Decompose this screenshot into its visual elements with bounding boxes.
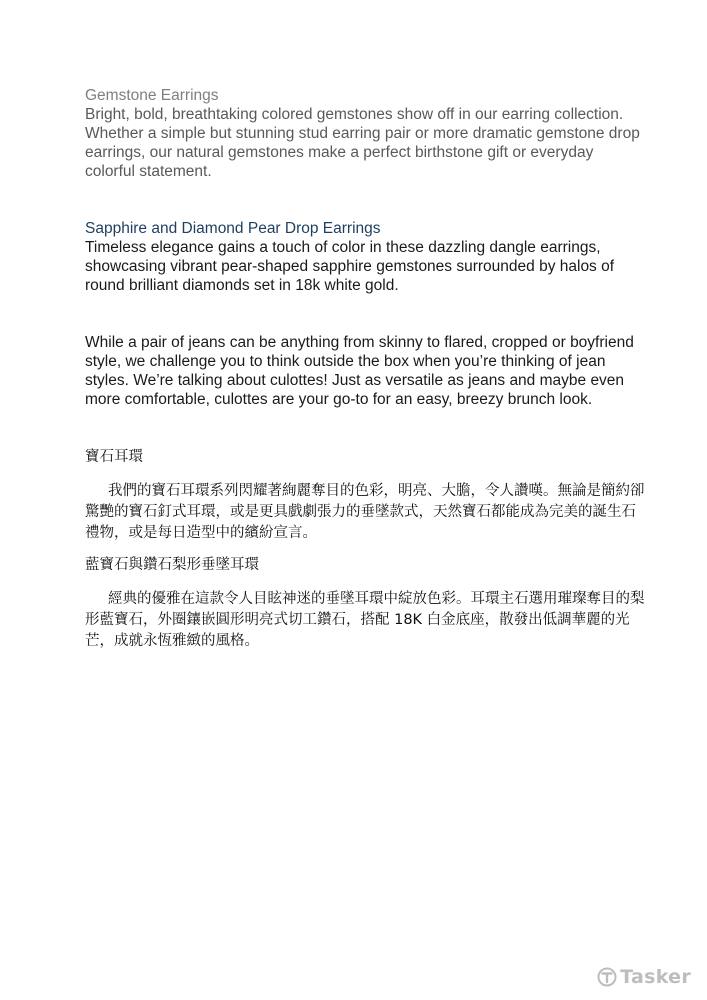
sapphire-earrings-body: Timeless elegance gains a touch of color in these dazzling dangle earrings, showcasing vibrant pear-shaped sapphire gemstones surrounded by halos of round brilliant diamonds set in 18k white gold. bbox=[85, 239, 615, 294]
section-culottes bbox=[85, 333, 645, 409]
tasker-watermark-text: Tasker bbox=[620, 966, 691, 988]
zh-gemstone-body: 我們的寶石耳環系列閃耀著絢麗奪目的色彩，明亮、大膽，令人讚嘆。無論是簡約卻驚艷的寶石釘式耳環，或是更具戲劇張力的垂墜款式，天然寶石都能成為完美的誕生石禮物，或是每日造型中的繽紛宣言。 bbox=[85, 483, 645, 541]
tasker-logo-icon bbox=[597, 967, 617, 987]
zh-sapphire-heading: 藍寶石與鑽石梨形垂墜耳環 bbox=[85, 557, 259, 573]
gemstone-earrings-heading: Gemstone Earrings bbox=[85, 87, 219, 104]
sapphire-earrings-heading: Sapphire and Diamond Pear Drop Earrings bbox=[85, 220, 381, 237]
section-gemstone-earrings bbox=[85, 86, 645, 181]
zh-sapphire-body: 經典的優雅在這款令人目眩神迷的垂墜耳環中綻放色彩。耳環主石選用璀璨奪目的梨形藍寶石，外圈鑲嵌圓形明亮式切工鑽石，搭配 18K 白金底座，散發出低調華麗的光芒，成就永恆雅緻的風格。 bbox=[85, 591, 645, 649]
gemstone-earrings-body: Bright, bold, breathtaking colored gemstones show off in our earring collection. Whether a simple but stunning stud earring pair or more dramatic gemstone drop earrings, our natural gemstones make a perfect birthstone gift or everyday colorful statement. bbox=[85, 106, 640, 180]
section-sapphire-earrings bbox=[85, 219, 645, 295]
culottes-body: While a pair of jeans can be anything from skinny to flared, cropped or boyfriend style, we challenge you to think outside the box when you’re thinking of jean styles. We’re talking about culottes! Just as versatile as jeans and maybe even more comfortable, culottes are your go-to for an easy, breezy brunch look. bbox=[85, 334, 634, 408]
zh-gemstone-heading: 寶石耳環 bbox=[85, 449, 143, 465]
tasker-watermark bbox=[597, 966, 691, 988]
document-page bbox=[85, 86, 645, 652]
